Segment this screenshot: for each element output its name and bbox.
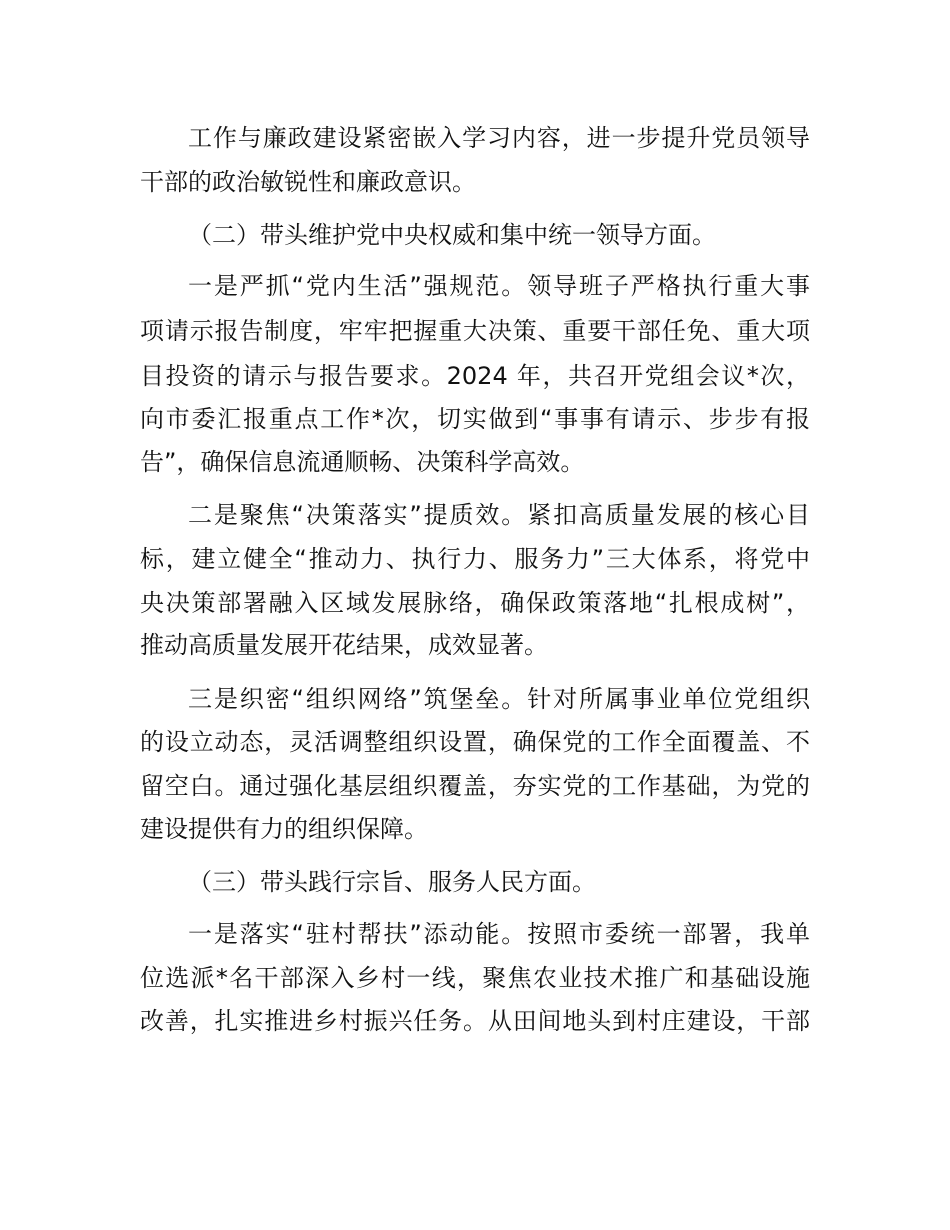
- text-line: 向市委汇报重点工作*次，切实做到“事事有请示、步步有报: [140, 405, 810, 433]
- text-line: 一是严抓“党内生活”强规范。领导班子严格执行重大事: [188, 272, 810, 300]
- text-line: 告”，确保信息流通顺畅、决策科学高效。: [140, 448, 585, 476]
- text-line: 位选派*名干部深入乡村一线，聚焦农业技术推广和基础设施: [140, 964, 810, 992]
- text-line: 干部的政治敏锐性和廉政意识。: [140, 168, 476, 196]
- section-heading: （三）带头践行宗旨、服务人民方面。: [188, 868, 596, 896]
- text-line: 改善，扎实推进乡村振兴任务。从田间地头到村庄建设，干部: [140, 1007, 810, 1035]
- text-line: 项请示报告制度，牢牢把握重大决策、重要干部任免、重大项: [140, 317, 810, 345]
- text-line: 二是聚焦“决策落实”提质效。紧扣高质量发展的核心目: [188, 501, 810, 529]
- text-line: 目投资的请示与报告要求。2024 年，共召开党组会议*次，: [140, 362, 810, 390]
- text-line: 留空白。通过强化基层组织覆盖，夯实党的工作基础，为党的: [140, 772, 810, 800]
- text-line: 的设立动态，灵活调整组织设置，确保党的工作全面覆盖、不: [140, 728, 810, 756]
- text-line: 工作与廉政建设紧密嵌入学习内容，进一步提升党员领导: [188, 124, 810, 152]
- text-line: 标，建立健全“推动力、执行力、服务力”三大体系，将党中: [140, 545, 810, 573]
- text-line: 三是织密“组织网络”筑堡垒。针对所属事业单位党组织: [188, 685, 810, 713]
- text-line: 建设提供有力的组织保障。: [140, 815, 428, 843]
- text-line: 央决策部署融入区域发展脉络，确保政策落地“扎根成树”，: [140, 589, 810, 617]
- text-line: 推动高质量发展开花结果，成效显著。: [140, 631, 548, 659]
- section-heading: （二）带头维护党中央权威和集中统一领导方面。: [188, 221, 716, 249]
- text-line: 一是落实“驻村帮扶”添动能。按照市委统一部署，我单: [188, 920, 810, 948]
